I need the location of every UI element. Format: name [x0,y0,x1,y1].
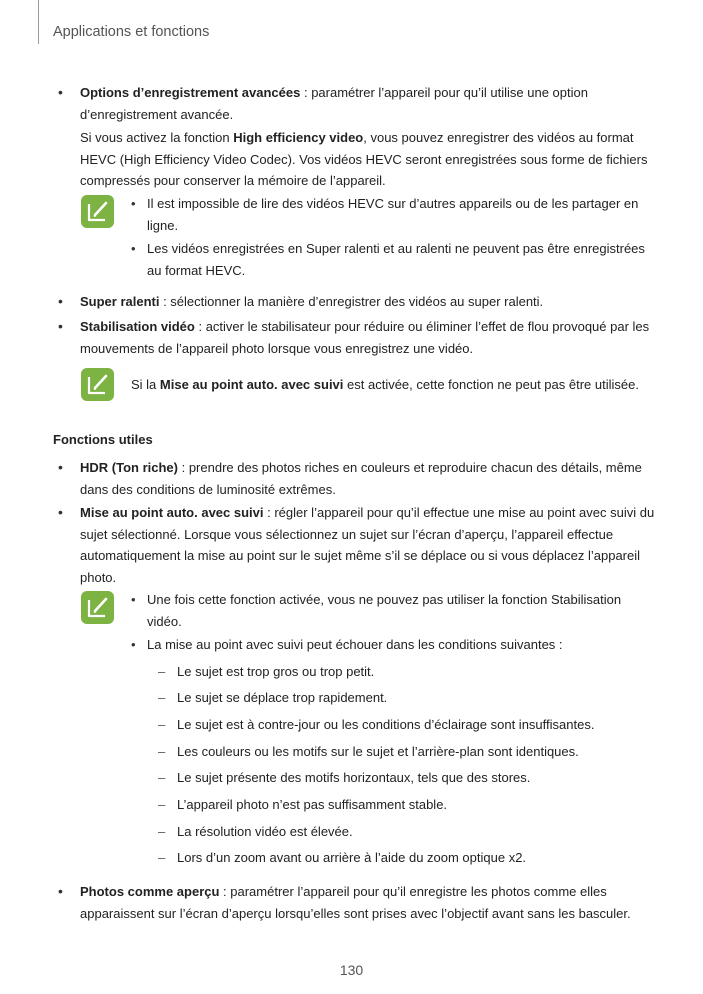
condition-item: L’appareil photo n’est pas suffisamment stable. [177,797,448,812]
inline-bold-term: Mise au point auto. avec suivi [159,377,344,392]
dash-bullet: – [158,824,166,839]
bullet: • [58,504,63,520]
note-icon [81,591,114,624]
list-item-extra: Si vous activez la fonction High efficiency video, vous pouvez enregistrer des vidéos au format HEVC (High Efficiency Video Codec). Vos vidéos HEVC seront enregistrées sous forme de fichiers compressés pour conserver la mémoire de l’appareil. [80,130,648,188]
list-item-text: HDR (Ton riche) : prendre des photos riches en couleurs et reproduire chacun des détails, même dans des conditions de luminosité extrêmes. [80,460,642,497]
list-item-label: Super ralenti [80,294,160,309]
bullet: • [58,318,63,334]
dash-bullet: – [158,717,166,732]
condition-item: Les couleurs ou les motifs sur le sujet et l’arrière-plan sont identiques. [177,744,579,759]
page-header-title: Applications et fonctions [53,24,210,40]
dash-bullet: – [158,850,166,865]
list-item-text [80,82,655,125]
dash-bullet: – [158,690,166,705]
condition-item: Le sujet est à contre-jour ou les conditions d’éclairage sont insuffisantes. [177,717,595,732]
dash-bullet: – [158,664,166,679]
condition-item: Le sujet présente des motifs horizontaux, tels que des stores. [177,770,531,785]
condition-item: Lors d’un zoom avant ou arrière à l’aide du zoom optique x2. [177,850,527,865]
dash-bullet: – [158,744,166,759]
list-item-label: Stabilisation vidéo [80,319,195,334]
section-heading: Fonctions utiles [53,432,153,447]
header-rule [38,0,39,44]
inline-bold-term: High efficiency video [233,130,364,145]
list-item-text: Photos comme aperçu : paramétrer l’appareil pour qu’il enregistre les photos comme elles apparaissent sur l’écran d’aperçu lorsqu’elles sont prises avec l’objectif avant sans les basculer. [80,884,631,921]
dash-bullet: – [158,797,166,812]
condition-item: Le sujet se déplace trop rapidement. [177,690,388,705]
list-item-description: : paramétrer l’appareil pour qu’il utilise une option d’enregistrement avancée. [80,85,588,122]
list-item-label: Mise au point auto. avec suivi [80,505,264,520]
note-item: Les vidéos enregistrées en Super ralenti et au ralenti ne peuvent pas être enregistrées au format HEVC. [147,241,645,278]
page-number: 130 [339,962,364,978]
condition-item: La résolution vidéo est élevée. [177,824,353,839]
condition-item: Le sujet est trop gros ou trop petit. [177,664,375,679]
list-item-label: Photos comme aperçu [80,884,220,899]
bullet: • [131,241,136,256]
dash-bullet: – [158,770,166,785]
bullet: • [131,196,136,211]
bullet: • [131,637,136,652]
note-icon [81,368,114,401]
bullet: • [58,84,63,100]
list-item-text: Stabilisation vidéo : activer le stabilisateur pour réduire ou éliminer l’effet de flou provoqué par les mouvements de l’appareil photo lorsque vous enregistrez une vidéo. [80,319,650,356]
bullet: • [58,883,63,899]
list-item-label: HDR (Ton riche) [80,460,178,475]
note-item: Une fois cette fonction activée, vous ne pouvez pas utiliser la fonction Stabilisation vidéo. [147,592,622,629]
note-item: La mise au point avec suivi peut échouer dans les conditions suivantes : [147,637,563,652]
bullet: • [58,293,63,309]
bullet: • [131,592,136,607]
note-item: Il est impossible de lire des vidéos HEVC sur d’autres appareils ou de les partager en ligne. [147,196,639,233]
bullet: • [58,459,63,475]
list-item-text: Super ralenti : sélectionner la manière d’enregistrer des vidéos au super ralenti. [80,294,544,309]
note-icon [81,195,114,228]
list-item-text: Mise au point auto. avec suivi : régler l’appareil pour qu’il effectue une mise au point avec suivi du sujet sélectionné. Lorsque vous sélectionnez un sujet sur l’écran d’aperçu, l’appareil effectue automatiquement la mise au point sur le sujet même s’il se déplace ou si vous déplacez l’appareil photo. [80,505,655,585]
list-item-label: Options d’enregistrement avancées [80,85,301,100]
